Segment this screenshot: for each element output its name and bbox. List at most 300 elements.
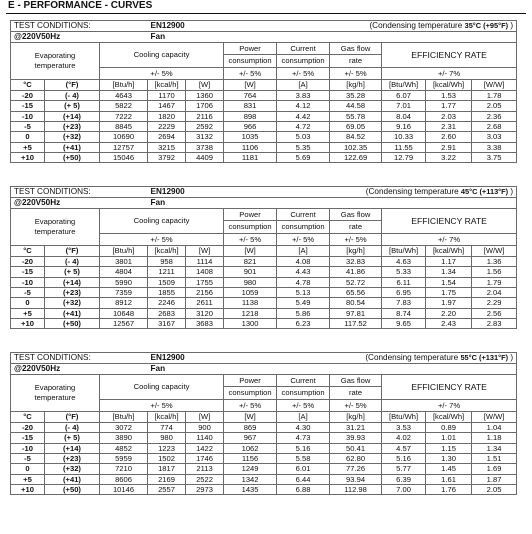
table-cell: 8.74 bbox=[382, 308, 426, 318]
evaporating-temp-c: -5 bbox=[11, 288, 45, 298]
unit-btu-wh: [Btu/Wh] bbox=[382, 246, 426, 257]
table-cell: 3792 bbox=[148, 152, 186, 162]
power-supply-row bbox=[11, 198, 517, 209]
table-cell: 821 bbox=[224, 257, 277, 267]
cooling-capacity-header bbox=[100, 375, 224, 400]
table-cell: 97.81 bbox=[330, 308, 382, 318]
table-cell: 2169 bbox=[148, 474, 186, 484]
table-cell: 774 bbox=[148, 423, 186, 433]
evaporating-temperature-header bbox=[11, 209, 100, 246]
table-row bbox=[11, 318, 517, 328]
table-cell: 12567 bbox=[100, 318, 148, 328]
table-cell: 1.97 bbox=[426, 298, 472, 308]
table-cell: 4.73 bbox=[277, 433, 330, 443]
table-cell: 1.75 bbox=[426, 288, 472, 298]
table-row bbox=[11, 308, 517, 318]
table-cell: 3683 bbox=[186, 318, 224, 328]
unit-w-capacity: [W] bbox=[186, 246, 224, 257]
table-cell: 1408 bbox=[186, 267, 224, 277]
unit-kcal-h: [kcal/h] bbox=[148, 80, 186, 91]
table-cell: 3.22 bbox=[426, 152, 472, 162]
table-cell: 12.79 bbox=[382, 152, 426, 162]
unit-ampere: [A] bbox=[277, 80, 330, 91]
table-cell: 1.45 bbox=[426, 464, 472, 474]
test-conditions-row bbox=[11, 187, 517, 198]
table-cell: 50.41 bbox=[330, 443, 382, 453]
power-supply-label: @220V50Hz bbox=[11, 32, 148, 43]
table-cell: 6.07 bbox=[382, 91, 426, 101]
table-cell: 80.54 bbox=[330, 298, 382, 308]
table-cell: 2.60 bbox=[426, 132, 472, 142]
table-cell: 966 bbox=[224, 122, 277, 132]
table-cell: 4409 bbox=[186, 152, 224, 162]
table-cell: 3.83 bbox=[277, 91, 330, 101]
table-cell: 2.91 bbox=[426, 142, 472, 152]
fan-label: Fan bbox=[148, 364, 277, 375]
table-cell: 1300 bbox=[224, 318, 277, 328]
table-cell: 2.83 bbox=[472, 318, 517, 328]
table-cell: 6.39 bbox=[382, 474, 426, 484]
table-cell: 1820 bbox=[148, 111, 186, 121]
table-cell: 2.20 bbox=[426, 308, 472, 318]
table-cell: 5.33 bbox=[382, 267, 426, 277]
evaporating-temp-f: (+41) bbox=[45, 474, 100, 484]
power-tolerance: +/- 5% bbox=[224, 67, 277, 79]
table-cell: 2683 bbox=[148, 308, 186, 318]
table-cell: 3132 bbox=[186, 132, 224, 142]
cooling-capacity-header bbox=[100, 209, 224, 234]
table-cell: 1746 bbox=[186, 454, 224, 464]
test-conditions-label: TEST CONDITIONS: bbox=[11, 187, 148, 198]
page-header bbox=[6, 0, 526, 14]
table-cell: 4852 bbox=[100, 443, 148, 453]
table-cell: 4.30 bbox=[277, 423, 330, 433]
unit-w-capacity: [W] bbox=[186, 412, 224, 423]
table-cell: 1140 bbox=[186, 433, 224, 443]
units-row bbox=[11, 412, 517, 423]
power-supply-row bbox=[11, 32, 517, 43]
unit-w-power: [W] bbox=[224, 80, 277, 91]
table-cell: 1360 bbox=[186, 91, 224, 101]
table-cell: 1467 bbox=[148, 101, 186, 111]
standard-label: EN12900 bbox=[148, 353, 277, 364]
table-row bbox=[11, 111, 517, 121]
table-cell: 52.72 bbox=[330, 277, 382, 287]
table-cell: 4.63 bbox=[382, 257, 426, 267]
gas-flow-header-1: Gas flow bbox=[330, 209, 382, 221]
table-cell: 1211 bbox=[148, 267, 186, 277]
table-cell: 1035 bbox=[224, 132, 277, 142]
table-cell: 1.56 bbox=[472, 267, 517, 277]
evaporating-temp-c: -15 bbox=[11, 267, 45, 277]
table-row bbox=[11, 267, 517, 277]
table-cell: 869 bbox=[224, 423, 277, 433]
condensing-temperature-prefix: (Condensing temperature bbox=[365, 352, 461, 362]
table-cell: 5.58 bbox=[277, 454, 330, 464]
table-cell: 1855 bbox=[148, 288, 186, 298]
table-row bbox=[11, 91, 517, 101]
table-cell: 1342 bbox=[224, 474, 277, 484]
table-cell: 1249 bbox=[224, 464, 277, 474]
power-tolerance: +/- 5% bbox=[224, 399, 277, 411]
condensing-temperature-suffix: ) bbox=[508, 186, 514, 196]
table-cell: 4.57 bbox=[382, 443, 426, 453]
table-cell: 1170 bbox=[148, 91, 186, 101]
table-cell: 1.18 bbox=[472, 433, 517, 443]
table-cell: 2.05 bbox=[472, 484, 517, 494]
current-consumption-header-1: Current bbox=[277, 43, 330, 55]
table-cell: 69.05 bbox=[330, 122, 382, 132]
table-cell: 4643 bbox=[100, 91, 148, 101]
evaporating-temp-c: 0 bbox=[11, 464, 45, 474]
table-cell: 1.34 bbox=[426, 267, 472, 277]
evaporating-temp-f: (+50) bbox=[45, 152, 100, 162]
table-row bbox=[11, 257, 517, 267]
current-tolerance: +/- 5% bbox=[277, 399, 330, 411]
fan-label: Fan bbox=[148, 198, 277, 209]
performance-table bbox=[10, 186, 517, 329]
condensing-temperature-prefix: (Condensing temperature bbox=[365, 186, 461, 196]
table-row bbox=[11, 433, 517, 443]
evaporating-temp-c: 0 bbox=[11, 132, 45, 142]
table-cell: 5.03 bbox=[277, 132, 330, 142]
table-cell: 2.29 bbox=[472, 298, 517, 308]
table-cell: 4.72 bbox=[277, 122, 330, 132]
table-row bbox=[11, 288, 517, 298]
table-cell: 4.02 bbox=[382, 433, 426, 443]
table-cell: 7.00 bbox=[382, 484, 426, 494]
evaporating-temp-c: -10 bbox=[11, 111, 45, 121]
table-cell: 1.36 bbox=[472, 257, 517, 267]
cooling-capacity-tolerance: +/- 5% bbox=[100, 67, 224, 79]
table-cell: 898 bbox=[224, 111, 277, 121]
table-row bbox=[11, 423, 517, 433]
table-cell: 2.56 bbox=[472, 308, 517, 318]
evaporating-temp-f: (- 4) bbox=[45, 91, 100, 101]
evaporating-temp-c: -10 bbox=[11, 277, 45, 287]
evaporating-temperature-header bbox=[11, 43, 100, 80]
table-cell: 7.83 bbox=[382, 298, 426, 308]
table-cell: 1.61 bbox=[426, 474, 472, 484]
table-cell: 2246 bbox=[148, 298, 186, 308]
table-cell: 1.54 bbox=[426, 277, 472, 287]
power-consumption-header-2: consumption bbox=[224, 221, 277, 233]
efficiency-tolerance: +/- 7% bbox=[382, 67, 517, 79]
table-cell: 31.21 bbox=[330, 423, 382, 433]
table-cell: 5.16 bbox=[277, 443, 330, 453]
power-tolerance: +/- 5% bbox=[224, 233, 277, 245]
unit-fahrenheit: (°F) bbox=[45, 412, 100, 423]
table-row bbox=[11, 484, 517, 494]
table-cell: 11.55 bbox=[382, 142, 426, 152]
gas-flow-header-1: Gas flow bbox=[330, 375, 382, 387]
evaporating-label: Evaporating bbox=[34, 217, 76, 227]
table-row bbox=[11, 152, 517, 162]
table-cell: 3.75 bbox=[472, 152, 517, 162]
table-cell: 2592 bbox=[186, 122, 224, 132]
table-cell: 1435 bbox=[224, 484, 277, 494]
evaporating-temp-c: -20 bbox=[11, 91, 45, 101]
table-cell: 1114 bbox=[186, 257, 224, 267]
table-cell: 900 bbox=[186, 423, 224, 433]
unit-fahrenheit: (°F) bbox=[45, 246, 100, 257]
table-cell: 44.58 bbox=[330, 101, 382, 111]
table-cell: 1.87 bbox=[472, 474, 517, 484]
table-row bbox=[11, 464, 517, 474]
table-cell: 12757 bbox=[100, 142, 148, 152]
table-cell: 7.01 bbox=[382, 101, 426, 111]
cooling-capacity-label: Cooling capacity bbox=[133, 216, 190, 226]
table-cell: 3.38 bbox=[472, 142, 517, 152]
temperature-label: temperature bbox=[34, 227, 76, 237]
table-cell: 1.79 bbox=[472, 277, 517, 287]
unit-btu-h: [Btu/h] bbox=[100, 80, 148, 91]
table-row bbox=[11, 277, 517, 287]
evaporating-temperature-header bbox=[11, 375, 100, 412]
table-cell: 831 bbox=[224, 101, 277, 111]
table-cell: 112.98 bbox=[330, 484, 382, 494]
current-tolerance: +/- 5% bbox=[277, 233, 330, 245]
table-cell: 5.13 bbox=[277, 288, 330, 298]
power-supply-label: @220V50Hz bbox=[11, 364, 148, 375]
gas-flow-tolerance: +/- 5% bbox=[330, 67, 382, 79]
unit-celsius: °C bbox=[11, 80, 45, 91]
table-row bbox=[11, 122, 517, 132]
unit-btu-h: [Btu/h] bbox=[100, 246, 148, 257]
table-cell: 6.44 bbox=[277, 474, 330, 484]
table-cell: 967 bbox=[224, 433, 277, 443]
evaporating-temp-f: (+14) bbox=[45, 277, 100, 287]
table-cell: 6.01 bbox=[277, 464, 330, 474]
table-cell: 1.17 bbox=[426, 257, 472, 267]
table-cell: 10146 bbox=[100, 484, 148, 494]
table-cell: 6.11 bbox=[382, 277, 426, 287]
gas-flow-header-2: rate bbox=[330, 221, 382, 233]
table-cell: 4.78 bbox=[277, 277, 330, 287]
gas-flow-header-2: rate bbox=[330, 387, 382, 399]
evaporating-temp-c: -20 bbox=[11, 423, 45, 433]
table-cell: 1138 bbox=[224, 298, 277, 308]
table-cell: 1218 bbox=[224, 308, 277, 318]
evaporating-temp-c: -15 bbox=[11, 433, 45, 443]
table-row bbox=[11, 443, 517, 453]
unit-kg-h: [kg/h] bbox=[330, 412, 382, 423]
table-cell: 1.15 bbox=[426, 443, 472, 453]
table-cell: 1509 bbox=[148, 277, 186, 287]
table-cell: 3167 bbox=[148, 318, 186, 328]
table-cell: 1106 bbox=[224, 142, 277, 152]
table-cell: 1502 bbox=[148, 454, 186, 464]
table-cell: 7359 bbox=[100, 288, 148, 298]
table-cell: 8845 bbox=[100, 122, 148, 132]
table-cell: 1817 bbox=[148, 464, 186, 474]
table-cell: 1.34 bbox=[472, 443, 517, 453]
power-consumption-header-1: Power bbox=[224, 375, 277, 387]
unit-w-w: [W/W] bbox=[472, 80, 517, 91]
header-row bbox=[11, 43, 517, 55]
table-cell: 1.51 bbox=[472, 454, 517, 464]
condensing-temperature bbox=[277, 353, 517, 364]
evaporating-temp-f: (+ 5) bbox=[45, 267, 100, 277]
table-cell: 5990 bbox=[100, 277, 148, 287]
table-cell: 4.42 bbox=[277, 111, 330, 121]
efficiency-tolerance: +/- 7% bbox=[382, 399, 517, 411]
table-cell: 3120 bbox=[186, 308, 224, 318]
table-cell: 2973 bbox=[186, 484, 224, 494]
temperature-label: temperature bbox=[34, 393, 76, 403]
evaporating-temp-f: (+32) bbox=[45, 132, 100, 142]
unit-kcal-h: [kcal/h] bbox=[148, 412, 186, 423]
temperature-label: temperature bbox=[34, 61, 76, 71]
evaporating-temp-c: +5 bbox=[11, 474, 45, 484]
evaporating-temp-c: 0 bbox=[11, 298, 45, 308]
evaporating-temp-c: -20 bbox=[11, 257, 45, 267]
table-row bbox=[11, 101, 517, 111]
evaporating-temp-f: (- 4) bbox=[45, 423, 100, 433]
table-cell: 4.12 bbox=[277, 101, 330, 111]
table-cell: 1.76 bbox=[426, 484, 472, 494]
test-conditions-label: TEST CONDITIONS: bbox=[11, 21, 148, 32]
table-cell: 10.33 bbox=[382, 132, 426, 142]
unit-kcal-h: [kcal/h] bbox=[148, 246, 186, 257]
fan-label: Fan bbox=[148, 32, 277, 43]
performance-table-block-2 bbox=[10, 186, 516, 329]
table-cell: 1181 bbox=[224, 152, 277, 162]
evaporating-label: Evaporating bbox=[34, 383, 76, 393]
table-cell: 2.36 bbox=[472, 111, 517, 121]
power-supply-row bbox=[11, 364, 517, 375]
table-cell: 7222 bbox=[100, 111, 148, 121]
table-cell: 5.16 bbox=[382, 454, 426, 464]
table-cell: 764 bbox=[224, 91, 277, 101]
current-tolerance: +/- 5% bbox=[277, 67, 330, 79]
table-cell: 2.04 bbox=[472, 288, 517, 298]
table-cell: 3215 bbox=[148, 142, 186, 152]
unit-kcal-wh: [kcal/Wh] bbox=[426, 80, 472, 91]
table-cell: 2.31 bbox=[426, 122, 472, 132]
unit-w-power: [W] bbox=[224, 412, 277, 423]
evaporating-temp-f: (+23) bbox=[45, 454, 100, 464]
performance-table-block-1 bbox=[10, 20, 516, 163]
condensing-temperature-prefix: (Condensing temperature bbox=[369, 20, 465, 30]
table-cell: 2.43 bbox=[426, 318, 472, 328]
table-cell: 6.23 bbox=[277, 318, 330, 328]
table-cell: 1706 bbox=[186, 101, 224, 111]
unit-w-w: [W/W] bbox=[472, 246, 517, 257]
table-cell: 102.35 bbox=[330, 142, 382, 152]
page-title: E - PERFORMANCE - CURVES bbox=[8, 0, 153, 11]
evaporating-temp-c: +10 bbox=[11, 152, 45, 162]
unit-w-capacity: [W] bbox=[186, 80, 224, 91]
table-cell: 65.56 bbox=[330, 288, 382, 298]
table-cell: 6.88 bbox=[277, 484, 330, 494]
evaporating-temp-f: (+23) bbox=[45, 122, 100, 132]
table-cell: 8606 bbox=[100, 474, 148, 484]
units-row bbox=[11, 80, 517, 91]
efficiency-rate-header: EFFICIENCY RATE bbox=[382, 209, 517, 234]
evaporating-temp-f: (+41) bbox=[45, 308, 100, 318]
table-cell: 5.35 bbox=[277, 142, 330, 152]
current-consumption-header-2: consumption bbox=[277, 55, 330, 67]
table-cell: 55.78 bbox=[330, 111, 382, 121]
unit-w-power: [W] bbox=[224, 246, 277, 257]
table-cell: 3.53 bbox=[382, 423, 426, 433]
power-consumption-header-1: Power bbox=[224, 209, 277, 221]
unit-ampere: [A] bbox=[277, 412, 330, 423]
evaporating-temp-f: (+ 5) bbox=[45, 433, 100, 443]
table-cell: 1.53 bbox=[426, 91, 472, 101]
table-cell: 39.93 bbox=[330, 433, 382, 443]
table-cell: 15046 bbox=[100, 152, 148, 162]
table-cell: 1223 bbox=[148, 443, 186, 453]
test-conditions-row bbox=[11, 353, 517, 364]
evaporating-temp-f: (+14) bbox=[45, 443, 100, 453]
table-cell: 8912 bbox=[100, 298, 148, 308]
unit-btu-wh: [Btu/Wh] bbox=[382, 80, 426, 91]
table-cell: 10690 bbox=[100, 132, 148, 142]
evaporating-temp-c: -10 bbox=[11, 443, 45, 453]
table-row bbox=[11, 132, 517, 142]
table-cell: 3890 bbox=[100, 433, 148, 443]
evaporating-temp-f: (+ 5) bbox=[45, 101, 100, 111]
evaporating-temp-f: (+41) bbox=[45, 142, 100, 152]
gas-flow-tolerance: +/- 5% bbox=[330, 233, 382, 245]
evaporating-temp-c: +5 bbox=[11, 142, 45, 152]
evaporating-temp-c: +10 bbox=[11, 484, 45, 494]
table-cell: 5822 bbox=[100, 101, 148, 111]
table-cell: 980 bbox=[224, 277, 277, 287]
evaporating-temp-c: -5 bbox=[11, 454, 45, 464]
unit-kg-h: [kg/h] bbox=[330, 246, 382, 257]
table-cell: 77.26 bbox=[330, 464, 382, 474]
table-cell: 62.80 bbox=[330, 454, 382, 464]
table-cell: 3738 bbox=[186, 142, 224, 152]
table-cell: 1.01 bbox=[426, 433, 472, 443]
table-cell: 4.08 bbox=[277, 257, 330, 267]
unit-btu-wh: [Btu/Wh] bbox=[382, 412, 426, 423]
table-cell: 958 bbox=[148, 257, 186, 267]
table-cell: 9.65 bbox=[382, 318, 426, 328]
table-cell: 1.30 bbox=[426, 454, 472, 464]
table-cell: 1062 bbox=[224, 443, 277, 453]
table-cell: 901 bbox=[224, 267, 277, 277]
performance-table bbox=[10, 20, 517, 163]
efficiency-tolerance: +/- 7% bbox=[382, 233, 517, 245]
gas-flow-header-1: Gas flow bbox=[330, 43, 382, 55]
cooling-capacity-tolerance: +/- 5% bbox=[100, 233, 224, 245]
unit-kg-h: [kg/h] bbox=[330, 80, 382, 91]
condensing-temperature-value: 45°C (+113°F) bbox=[460, 186, 509, 196]
evaporating-temp-f: (+14) bbox=[45, 111, 100, 121]
cooling-capacity-header bbox=[100, 43, 224, 68]
units-row bbox=[11, 246, 517, 257]
table-cell: 1.04 bbox=[472, 423, 517, 433]
unit-ampere: [A] bbox=[277, 246, 330, 257]
condensing-temperature-value: 35°C (+95°F) bbox=[464, 20, 509, 30]
evaporating-temp-c: +10 bbox=[11, 318, 45, 328]
table-cell: 5.77 bbox=[382, 464, 426, 474]
condensing-temperature-suffix: ) bbox=[508, 20, 514, 30]
table-cell: 5.86 bbox=[277, 308, 330, 318]
evaporating-temp-f: (+32) bbox=[45, 464, 100, 474]
table-cell: 8.04 bbox=[382, 111, 426, 121]
performance-table bbox=[10, 352, 517, 495]
header-row bbox=[11, 375, 517, 387]
standard-label: EN12900 bbox=[148, 21, 277, 32]
table-cell: 1755 bbox=[186, 277, 224, 287]
cooling-capacity-tolerance: +/- 5% bbox=[100, 399, 224, 411]
cooling-capacity-label: Cooling capacity bbox=[133, 50, 190, 60]
